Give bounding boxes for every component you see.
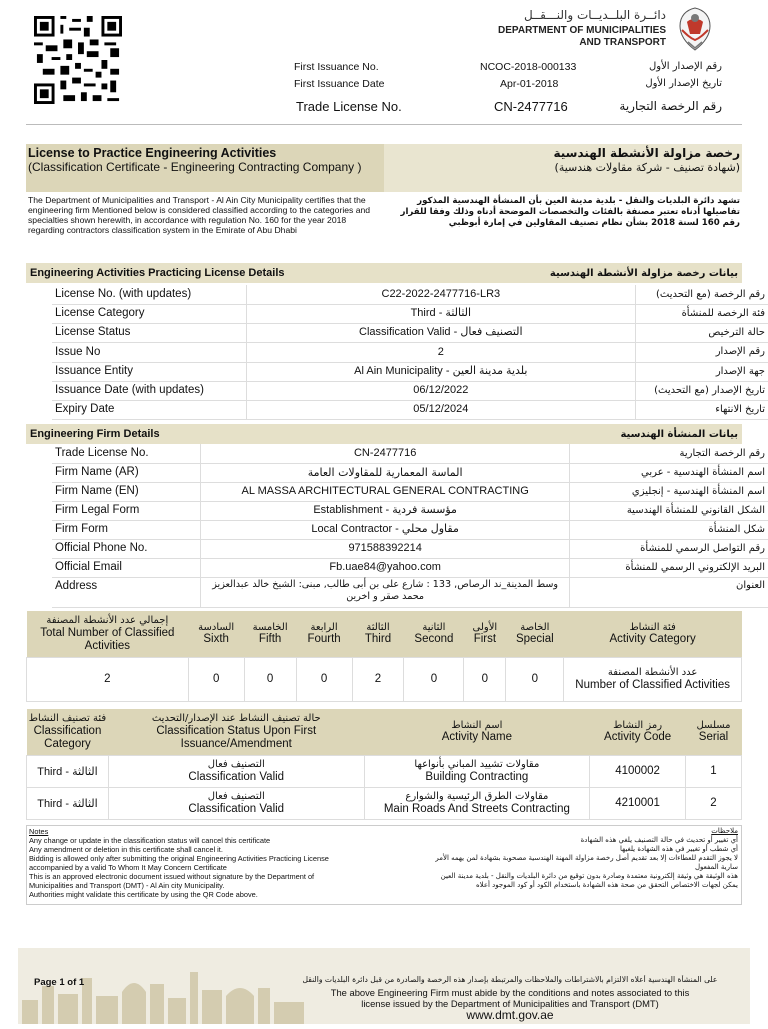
license-row-label: License No. (with updates): [52, 285, 247, 304]
activity-status-en: Classification Valid: [188, 771, 285, 783]
notes-en: [29, 827, 409, 899]
firm-row-label-ar: رقم التواصل الرسمي للمنشأة: [640, 543, 766, 554]
category-header-fourth-ar: الرابعة: [310, 622, 338, 634]
skyline-graphic: [18, 966, 308, 1024]
license-row-label: Expiry Date: [52, 400, 247, 419]
license-row-value: Al Ain Municipality - بلدية مدينة العين: [247, 362, 636, 381]
license-row-value: 05/12/2024: [247, 400, 636, 419]
category-header-row: [27, 611, 742, 657]
activity-serial: 1: [686, 755, 742, 787]
first-issuance-no-label-ar: رقم الإصدار الأول: [648, 61, 722, 72]
license-row-label-ar: تاريخ الإصدار (مع التحديث): [654, 385, 765, 396]
firm-address-row: [52, 577, 768, 608]
category-header-total-en: Total Number of Classified Activities: [40, 627, 175, 653]
firm-details-title-en: Engineering Firm Details: [30, 428, 160, 440]
firm-row-value: Establishment - مؤسسة فردية: [201, 501, 570, 520]
category-value-fifth: 0: [244, 657, 296, 701]
license-row: [52, 342, 768, 363]
category-table: [26, 611, 742, 702]
intro-text-ar: تشهد دائرة البلديات والنقل - بلدية مدينة العين بأن المنشأة الهندسية المذكور تفاصيلها أدناه تعتبر مصنفة بالفئات والتخصصات الموضحة أدناه وذلك وفقا للقرار رقم 160 لسنة 2018 بشأن نظام تصنيف المقاولين في إمارة أبوظبي: [400, 196, 740, 228]
category-header-sixth: [188, 611, 244, 657]
note-line-ar: سارية المفعول: [694, 863, 738, 871]
license-row-label-ar: رقم الإصدار: [715, 346, 765, 357]
first-issuance-no-label: First Issuance No.: [294, 61, 379, 73]
activity-name-en: Building Contracting: [425, 771, 529, 783]
trade-license-value: CN-2477716: [494, 99, 568, 114]
trade-license-row: [294, 99, 722, 117]
first-issuance-date-row: [294, 78, 722, 92]
footer-note-en-line2: license issued by the Department of Municipalities and Transport (DMT): [361, 998, 659, 1009]
license-details-header: [26, 263, 742, 283]
activity-header-status-ar: حالة تصنيف النشاط عند الإصدار/التحديث: [151, 713, 321, 725]
trade-license-label: Trade License No.: [296, 99, 402, 114]
activity-header-category-en: Classification Category: [33, 725, 102, 751]
category-header-activity-en: Activity Category: [609, 633, 696, 646]
license-row-label-ar: تاريخ الانتهاء: [715, 404, 765, 415]
firm-row: [52, 520, 768, 540]
license-row-label: License Category: [52, 304, 247, 323]
activity-name-ar: مقاولات الطرق الرئيسية والشوارع: [405, 791, 549, 802]
footer-note-ar: على المنشأة الهندسية أعلاه الالتزام بالاشتراطات والملاحظات والمرتبطة بإصدار هذه الرخصة والصادرة من قبل دائرة البلديات والنقل: [302, 975, 718, 984]
activity-header-code: [590, 709, 686, 755]
firm-row-label: Trade License No.: [52, 444, 201, 463]
activity-category: Third - الثالثة: [27, 755, 109, 787]
license-subtitle-ar: (شهادة تصنيف - شركة مقاولات هندسية): [554, 161, 740, 174]
category-header-third-en: Third: [364, 633, 392, 646]
activity-status: [108, 755, 364, 787]
note-line: Any change or update in the classification status will cancel this certificate: [29, 836, 271, 845]
footer-website-link[interactable]: www.dmt.gov.ae: [466, 1008, 554, 1022]
category-value-second: 0: [404, 657, 464, 701]
license-row-value: C22-2022-2477716-LR3: [247, 285, 636, 304]
category-row-label: [564, 657, 742, 701]
category-value-fourth: 0: [296, 657, 352, 701]
note-line-ar: أي تغيير أو تحديث في حالة التصنيف يلغي هذه الشهادة: [580, 836, 738, 844]
activity-header-code-en: Activity Code: [604, 731, 672, 744]
category-values-row: [27, 657, 742, 701]
firm-address-line2: محمد صقر و اخرين: [346, 591, 425, 602]
firm-row: [52, 501, 768, 521]
category-header-fourth: [296, 611, 352, 657]
firm-row-value: CN-2477716: [201, 444, 570, 463]
license-row-label: Issue No: [52, 342, 247, 362]
activity-status-en: Classification Valid: [188, 803, 285, 815]
note-line: accompanied by a valid To Whom It May Concern Certificate: [29, 863, 227, 872]
firm-row: [52, 558, 768, 578]
firm-row-label: Firm Legal Form: [52, 501, 201, 520]
category-header-fifth: [244, 611, 296, 657]
activity-header-name-ar: اسم النشاط: [451, 720, 503, 732]
category-header-fifth-ar: الخامسة: [252, 622, 288, 634]
category-header-first-en: First: [473, 633, 497, 646]
activity-header-status-en: Classification Status Upon First Issuance/Amendment: [156, 725, 317, 751]
license-row: [52, 362, 768, 382]
category-header-total: [27, 611, 189, 657]
firm-row-value: Fb.uae84@yahoo.com: [201, 558, 570, 577]
firm-row-label-ar: رقم الرخصة التجارية: [679, 448, 766, 459]
category-header-sixth-ar: السادسة: [198, 622, 235, 634]
firm-row-label-ar: اسم المنشأة الهندسية - إنجليزي: [631, 486, 766, 497]
license-row-label: License Status: [52, 323, 247, 342]
firm-details-title-ar: بيانات المنشأة الهندسية: [620, 428, 738, 440]
category-header-special-en: Special: [515, 633, 554, 646]
note-line: Bidding is allowed only after submitting the original Engineering Activities Practicing License: [29, 854, 329, 863]
activity-name-ar: مقاولات تشييد المباني بأنواعها: [414, 759, 540, 770]
intro-text-en: The Department of Municipalities and Transport - Al Ain City Municipality certifies that the engineering firm Mentioned below is considered classified according to the categories and specialties shown herewith, in accordance with regulation No. 160 for the year 2018 regarding contractors classification system in the Emirate of Abu Dhabi: [28, 195, 371, 235]
note-line-ar: أي شطب أو تغيير في هذه الشهادة يلغيها: [619, 845, 738, 853]
department-name-ar: دائــرة البلــديــات والنـــقــل: [524, 8, 666, 22]
category-value-third: 2: [352, 657, 404, 701]
activity-header-status: [108, 709, 364, 755]
license-row-label: Issuance Date (with updates): [52, 381, 247, 400]
department-name-en-line2: AND TRANSPORT: [579, 37, 666, 48]
activity-header-serial-en: Serial: [698, 731, 729, 744]
category-value-total: 2: [27, 657, 189, 701]
activity-row: [27, 787, 742, 819]
firm-details-header: [26, 424, 742, 444]
license-subtitle-en: (Classification Certificate - Engineering Contracting Company ): [28, 160, 362, 174]
notes-ar: [412, 827, 738, 890]
license-row-value: Classification Valid - التصنيف فعال: [247, 323, 636, 342]
category-header-fourth-en: Fourth: [307, 633, 341, 646]
category-header-activity: [564, 611, 742, 657]
firm-row-label: Firm Name (EN): [52, 482, 201, 501]
license-row: [52, 285, 768, 305]
category-header-sixth-en: Sixth: [203, 633, 229, 646]
activity-header-category-ar: فئة تصنيف النشاط: [28, 713, 107, 725]
firm-row-label: Firm Name (AR): [52, 463, 201, 482]
category-header-third-ar: الثالثة: [366, 622, 390, 634]
activity-status-ar: التصنيف فعال: [207, 759, 265, 770]
note-line-ar: يمكن لجهات الاختصاص التحقق من صحة هذه الشهادة باستخدام الكود أو كود الموجود أعلاه: [475, 881, 738, 889]
category-row-label-ar: عدد الأنشطة المصنفة: [607, 667, 698, 678]
first-issuance-date-value: Apr-01-2018: [500, 78, 559, 90]
activity-header-row: [27, 709, 742, 755]
activity-header-code-ar: رمز النشاط: [613, 720, 663, 732]
activity-code: 4100002: [590, 755, 686, 787]
firm-row: [52, 463, 768, 483]
category-value-first: 0: [464, 657, 506, 701]
activity-header-serial-ar: مسلسل: [696, 720, 731, 732]
category-header-first-ar: الأولى: [472, 622, 498, 634]
category-header-second-en: Second: [414, 633, 454, 646]
category-row-label-en: Number of Classified Activities: [575, 679, 730, 691]
license-title-ar: رخصة مزاولة الأنشطة الهندسية: [553, 146, 740, 160]
firm-row-label-ar: الشكل القانوني للمنشأة الهندسية: [626, 505, 766, 516]
firm-address-label-ar: العنوان: [736, 580, 766, 591]
category-header-fifth-en: Fifth: [258, 633, 282, 646]
notes-title-ar: ملاحظات: [711, 827, 738, 835]
trade-license-label-ar: رقم الرخصة التجارية: [619, 99, 722, 113]
firm-address-label: Address: [52, 577, 201, 607]
firm-row-value: 971588392214: [201, 539, 570, 558]
department-name-en: [480, 25, 666, 49]
license-row-label-ar: فئة الرخصة للمنشأة: [681, 308, 765, 319]
activity-header-name: [364, 709, 590, 755]
license-row: [52, 304, 768, 324]
license-row: [52, 400, 768, 420]
footer-note-en: [296, 987, 724, 1009]
firm-row-label-ar: البريد الإلكتروني الرسمي للمنشأة: [625, 562, 766, 573]
activity-status-ar: التصنيف فعال: [207, 791, 265, 802]
first-issuance-no-row: [294, 61, 722, 75]
license-row: [52, 323, 768, 343]
note-line: Any amendment or deletion in this certificate shall cancel it.: [29, 845, 223, 854]
note-line-ar: هذه الوثيقة هي وثيقة إلكترونية معتمدة وصادرة بدون توقيع من دائرة البلديات والنقل - بلدية مدينة العين: [440, 872, 738, 880]
category-header-special-ar: الخاصة: [520, 622, 550, 634]
activity-code: 4210001: [590, 787, 686, 819]
category-value-special: 0: [506, 657, 564, 701]
category-header-special: [506, 611, 564, 657]
category-header-first: [464, 611, 506, 657]
firm-row-label: Firm Form: [52, 520, 201, 539]
activity-header-name-en: Activity Name: [441, 731, 513, 744]
category-header-total-ar: إجمالي عدد الأنشطة المصنفة: [46, 615, 169, 627]
firm-row-label-ar: شكل المنشأة: [708, 524, 766, 535]
activity-name: [364, 755, 590, 787]
license-row: [52, 381, 768, 401]
license-row-value: 2: [247, 342, 636, 362]
firm-row-label: Official Phone No.: [52, 539, 201, 558]
category-value-sixth: 0: [188, 657, 244, 701]
license-row-label-ar: رقم الرخصة (مع التحديث): [656, 289, 765, 300]
firm-row: [52, 444, 768, 464]
firm-address-value: [201, 577, 570, 607]
category-header-second: [404, 611, 464, 657]
page-indicator: Page 1 of 1: [34, 977, 85, 988]
category-header-third: [352, 611, 404, 657]
license-row-value: Third - الثالثة: [247, 304, 636, 323]
category-header-second-ar: الثانية: [422, 622, 446, 634]
activity-name: [364, 787, 590, 819]
firm-row-value: Local Contractor - مقاول محلي: [201, 520, 570, 539]
license-row-label: Issuance Entity: [52, 362, 247, 381]
activity-row: [27, 755, 742, 787]
note-line: Municipalities and Transport (DMT) - Al Ain city Municipality.: [29, 881, 225, 890]
first-issuance-date-label: First Issuance Date: [294, 78, 385, 90]
firm-row: [52, 482, 768, 502]
activity-header-serial: [686, 709, 742, 755]
note-line-ar: لا يجوز التقدم للعطاءات إلا بعد تقديم أصل رخصة مزاولة المهنة الهندسية مصحوبة بشهادة لمن يهمه الأمر: [435, 854, 738, 862]
firm-row-value: AL MASSA ARCHITECTURAL GENERAL CONTRACTING: [201, 482, 570, 501]
activity-table: [26, 709, 742, 820]
header-divider: [26, 124, 742, 125]
license-details-title-en: Engineering Activities Practicing License Details: [30, 267, 285, 279]
first-issuance-no-value: NCOC-2018-000133: [480, 61, 577, 73]
license-row-value: 06/12/2022: [247, 381, 636, 400]
license-title-en: License to Practice Engineering Activities: [28, 146, 277, 160]
firm-row-label-ar: اسم المنشأة الهندسية - عربي: [640, 467, 766, 478]
activity-name-en: Main Roads And Streets Contracting: [383, 803, 570, 815]
activity-serial: 2: [686, 787, 742, 819]
notes-title-en: Notes: [29, 827, 49, 836]
firm-row-label: Official Email: [52, 558, 201, 577]
first-issuance-date-label-ar: تاريخ الإصدار الأول: [645, 78, 722, 89]
activity-header-category: [27, 709, 109, 755]
license-row-label-ar: حالة الترخيص: [708, 327, 765, 338]
category-header-activity-ar: فئة النشاط: [629, 622, 676, 634]
emblem-icon: [672, 4, 718, 54]
activity-category: Third - الثالثة: [27, 787, 109, 819]
license-details-title-ar: بيانات رخصة مزاولة الأنشطة الهندسية: [549, 267, 738, 279]
activity-status: [108, 787, 364, 819]
department-name-en-line1: DEPARTMENT OF MUNICIPALITIES: [498, 25, 666, 36]
license-row-label-ar: جهة الإصدار: [715, 366, 765, 377]
note-line: Authorities might validate this certificate by using the QR Code above.: [29, 890, 258, 899]
footer-note-en-line1: The above Engineering Firm must abide by the conditions and notes associated to this: [330, 987, 690, 998]
qr-code: [33, 16, 123, 104]
note-line: This is an approved electronic document issued without signature by the Department of: [29, 872, 315, 881]
firm-row-value: الماسة المعمارية للمقاولات العامة: [201, 463, 570, 482]
firm-address-line1: وسط المدينة_ند الرصاص, 133 : شارع على بن أبى طالب, مبنى: الشيخ خالد عبدالعزيز: [212, 579, 559, 590]
firm-row: [52, 539, 768, 559]
